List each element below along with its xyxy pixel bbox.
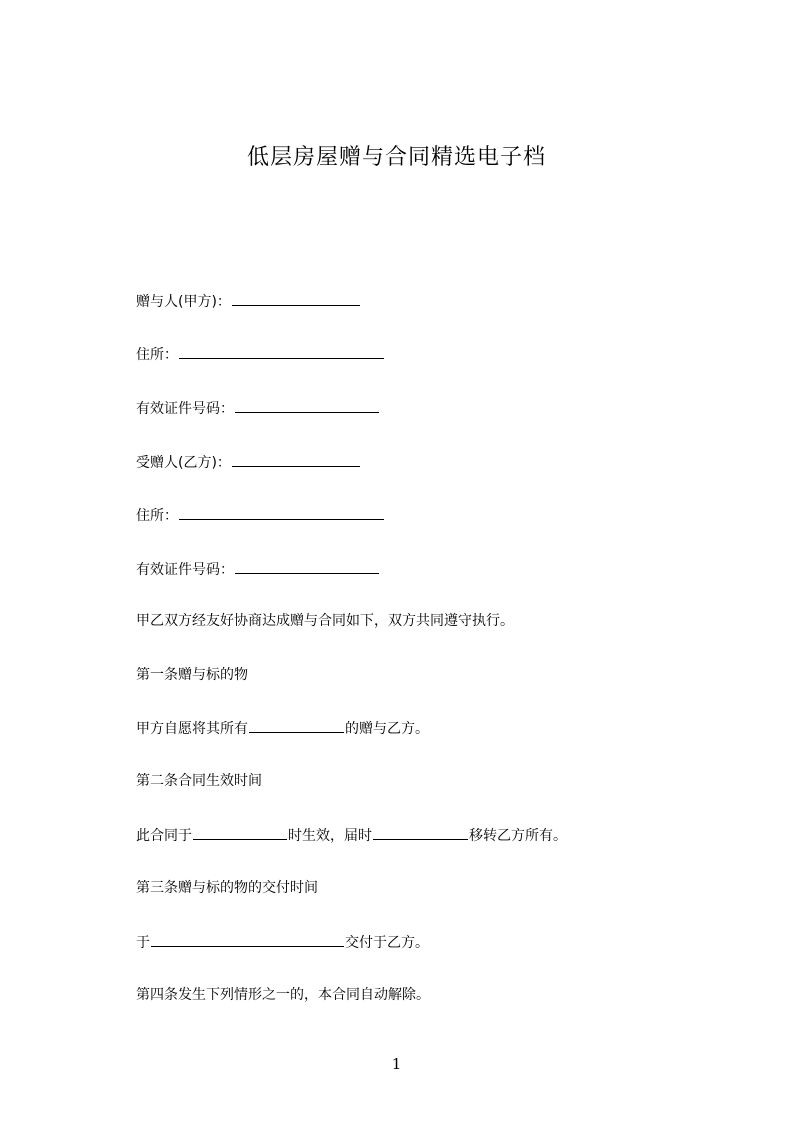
donee-address-blank [179, 505, 384, 520]
article3-title: 第三条赠与标的物的交付时间 [136, 880, 318, 896]
article3-blank [151, 932, 344, 947]
donor-blank [232, 291, 360, 306]
article2-part1: 此合同于 [136, 828, 192, 844]
article2-title: 第二条合同生效时间 [136, 773, 262, 789]
donor-id-line [136, 398, 380, 418]
donor-label: 赠与人(甲方)： [136, 294, 231, 310]
article2-blank-date [193, 825, 287, 840]
article3-before: 于 [136, 935, 150, 951]
document-title: 低层房屋赠与合同精选电子档 [246, 145, 546, 170]
article3-after: 交付于乙方。 [345, 935, 429, 951]
donor-id-blank [235, 398, 379, 413]
donor-id-label: 有效证件号码： [136, 401, 234, 417]
article1-body [136, 718, 429, 738]
donor-line [136, 291, 361, 311]
page-number: 1 [391, 1055, 402, 1073]
donee-id-label: 有效证件号码： [136, 562, 234, 578]
article4-title: 第四条发生下列情形之一的，本合同自动解除。 [136, 987, 430, 1003]
donor-address-line [136, 344, 385, 364]
article2-body [136, 825, 567, 845]
donee-line [136, 452, 361, 472]
article1-before: 甲方自愿将其所有 [136, 721, 248, 737]
article1-title: 第一条赠与标的物 [136, 667, 248, 683]
donee-id-blank [235, 559, 379, 574]
article2-part2: 时生效，届时 [288, 828, 372, 844]
article3-body [136, 932, 429, 952]
article1-after: 的赠与乙方。 [345, 721, 429, 737]
article2-part3: 移转乙方所有。 [469, 828, 567, 844]
article1-blank [249, 718, 344, 733]
donor-address-blank [179, 344, 384, 359]
article2-blank-object [373, 825, 468, 840]
donee-id-line [136, 559, 380, 579]
donee-address-line [136, 505, 385, 525]
donor-address-label: 住所： [136, 347, 178, 363]
donee-blank [232, 452, 360, 467]
donee-label: 受赠人(乙方)： [136, 455, 231, 471]
agreement-paragraph: 甲乙双方经友好协商达成赠与合同如下，双方共同遵守执行。 [136, 613, 514, 629]
donee-address-label: 住所： [136, 508, 178, 524]
